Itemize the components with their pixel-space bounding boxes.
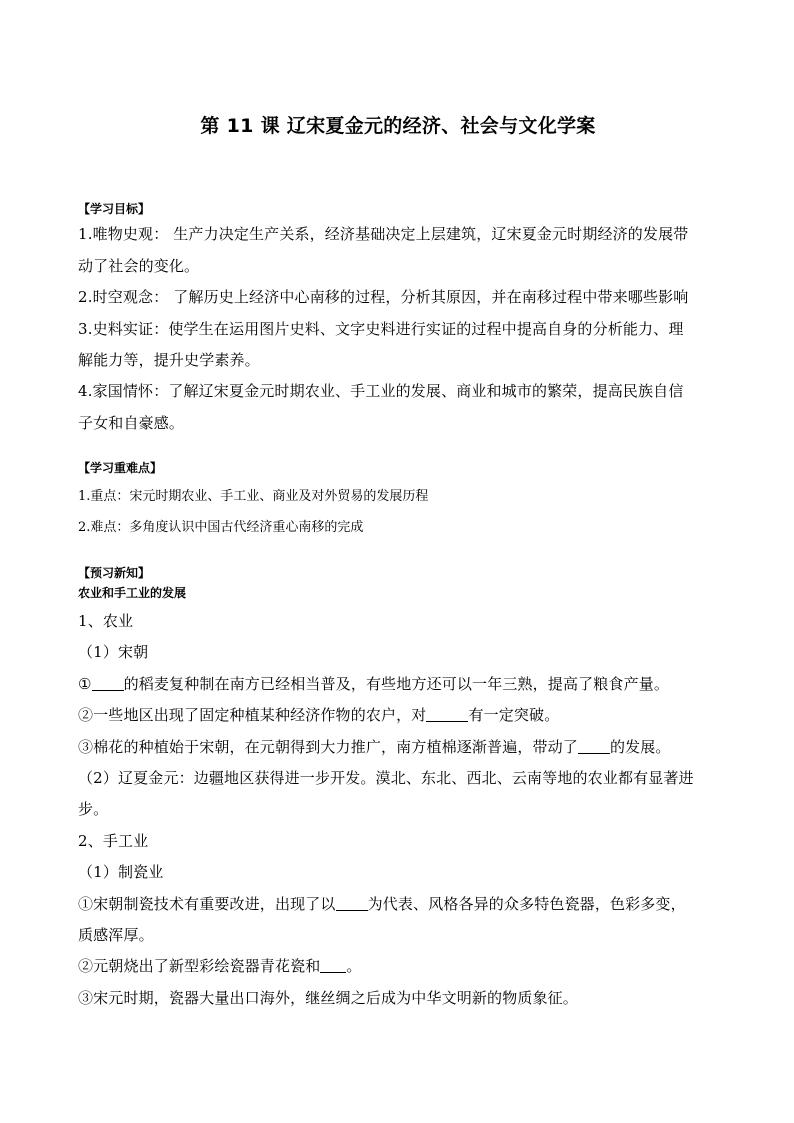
item-text: 。 — [346, 957, 362, 975]
craft-item-1-cont: 质感浑厚。 — [78, 926, 154, 944]
porcelain-label: （1）制瓷业 — [78, 863, 164, 881]
item-text: 的发展。 — [609, 738, 671, 756]
agri-item-2 — [78, 704, 559, 725]
fill-blank[interactable] — [578, 739, 610, 754]
liao-xia-jin-yuan-line: （2）辽夏金元：边疆地区获得进一步开发。漠北、东北、西北、云南等地的农业都有显著进 — [78, 769, 694, 787]
craft-item-3: ③宋元时期，瓷器大量出口海外，继丝绸之后成为中华文明新的物质象征。 — [78, 989, 578, 1007]
handicraft-title: 2、手工业 — [78, 832, 149, 850]
item-text: ① — [78, 675, 92, 693]
fill-blank[interactable] — [426, 707, 468, 722]
agriculture-title: 1、农业 — [78, 612, 134, 630]
goals-heading: 【学习目标】 — [78, 202, 151, 216]
item-text: ①宋朝制瓷技术有重要改进，出现了以 — [78, 895, 336, 913]
fill-blank[interactable] — [336, 896, 368, 911]
key-point-line: 2.难点：多角度认识中国古代经济重心南移的完成 — [78, 520, 364, 535]
goal-line: 2.时空观念： 了解历史上经济中心南移的过程，分析其原因，并在南移过程中带来哪些影响 — [78, 288, 689, 306]
preview-heading: 【预习新知】 — [78, 566, 151, 580]
section-subheading: 农业和手工业的发展 — [78, 586, 187, 600]
key-point-line: 1.重点：宋元时期农业、手工业、商业及对外贸易的发展历程 — [78, 489, 429, 504]
craft-item-1 — [78, 893, 686, 914]
goal-line: 动了社会的变化。 — [78, 257, 200, 275]
goal-line: 1.唯物史观： 生产力决定生产关系，经济基础决定上层建筑，辽宋夏金元时期经济的发展带 — [78, 225, 689, 243]
goal-line: 子女和自豪感。 — [78, 414, 185, 432]
goal-line: 解能力等，提升史学素养。 — [78, 351, 260, 369]
agri-item-3 — [78, 736, 671, 757]
item-text: ②元朝烧出了新型彩绘瓷器青花瓷和 — [78, 957, 321, 975]
goal-line: 3.史料实证：使学生在运用图片史料、文字史料进行实证的过程中提高自身的分析能力、理 — [78, 320, 684, 338]
fill-blank[interactable] — [92, 676, 124, 691]
craft-item-2 — [78, 955, 362, 976]
goal-line: 4.家国情怀：了解辽宋夏金元时期农业、手工业的发展、商业和城市的繁荣，提高民族自信 — [78, 382, 684, 400]
song-dynasty-label: （1）宋朝 — [78, 643, 149, 661]
item-text: 有一定突破。 — [468, 706, 560, 724]
item-text: ②一些地区出现了固定种植某种经济作物的农户，对 — [78, 706, 427, 724]
item-text: 为代表、风格各异的众多特色瓷器，色彩多变， — [367, 895, 686, 913]
key-points-heading: 【学习重难点】 — [78, 461, 163, 475]
item-text: 的稻麦复种制在南方已经相当普及，有些地方还可以一年三熟，提高了粮食产量。 — [123, 675, 670, 693]
page-title: 第 11 课 辽宋夏金元的经济、社会与文化学案 — [200, 115, 596, 137]
liao-xia-jin-yuan-line: 步。 — [78, 800, 109, 818]
agri-item-1 — [78, 673, 669, 694]
fill-blank[interactable] — [320, 958, 346, 973]
item-text: ③棉花的种植始于宋朝，在元朝得到大力推广，南方植棉逐渐普遍，带动了 — [78, 738, 578, 756]
